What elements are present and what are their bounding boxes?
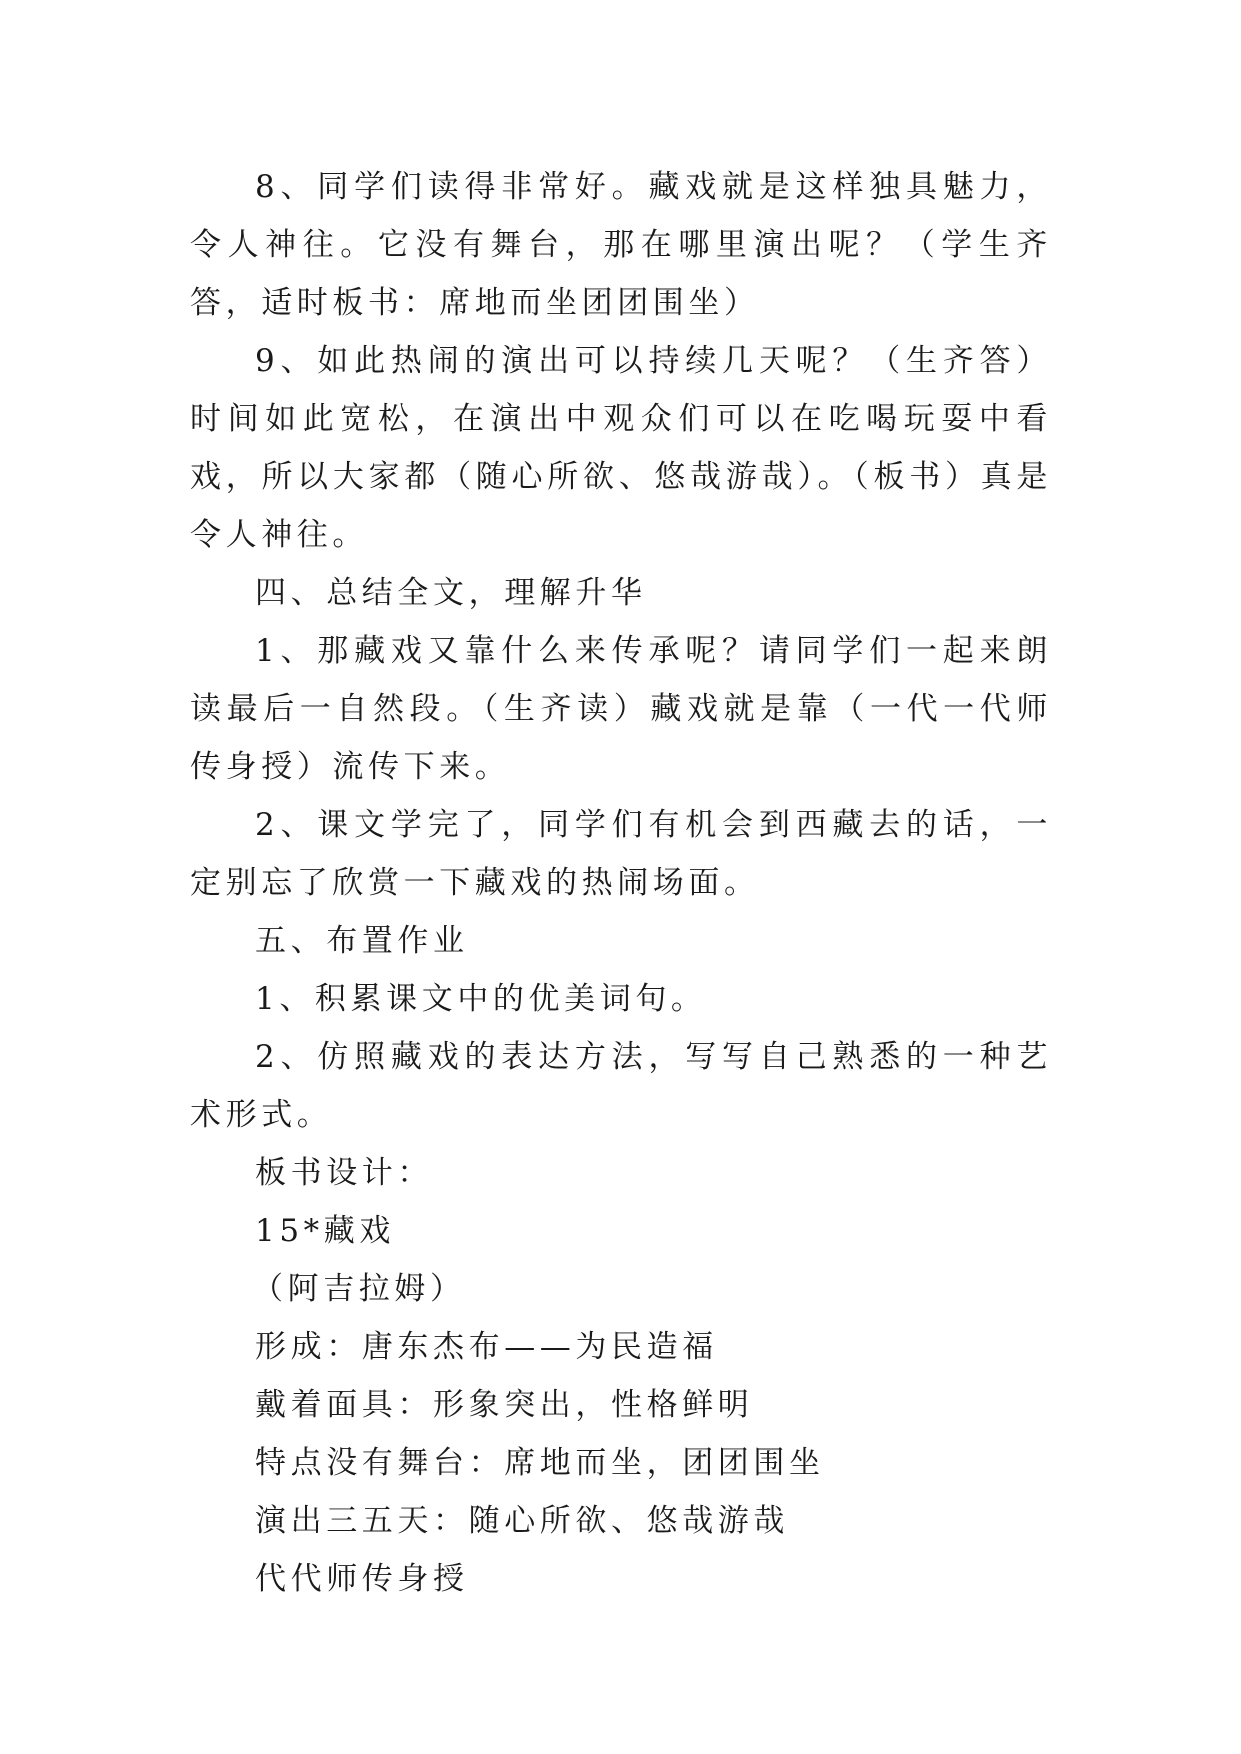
- homework-item-2: 2、仿照藏戏的表达方法，写写自己熟悉的一种艺术形式。: [190, 1039, 1052, 1133]
- board-line-inheritance: 代代师传身授: [255, 1561, 469, 1597]
- paragraph-step-9: 9、如此热闹的演出可以持续几天呢？（生齐答）时间如此宽松，在演出中观众们可以在吃喝玩耍中看戏，所以大家都（随心所欲、悠哉游哉）。（板书）真是令人神往。: [190, 343, 1052, 553]
- paragraph-summary-2: 2、课文学完了，同学们有机会到西藏去的话，一定别忘了欣赏一下藏戏的热闹场面。: [190, 807, 1052, 901]
- homework-item-1: 1、积累课文中的优美词句。: [255, 981, 707, 1017]
- document-page: [190, 158, 1052, 1608]
- board-line-formation: 形成：唐东杰布——为民造福: [255, 1329, 718, 1365]
- section-heading-summary: 四、总结全文，理解升华: [255, 575, 647, 611]
- board-line-features: 特点没有舞台：席地而坐，团团围坐: [255, 1445, 825, 1481]
- paragraph-step-8: 8、同学们读得非常好。藏戏就是这样独具魅力，令人神往。它没有舞台，那在哪里演出呢？（学生齐答，适时板书：席地而坐团团围坐）: [190, 169, 1052, 321]
- board-title: 15*藏戏: [255, 1213, 395, 1249]
- board-line-duration: 演出三五天：随心所欲、悠哉游哉: [255, 1503, 789, 1539]
- board-author: （阿吉拉姆）: [252, 1271, 466, 1307]
- board-design-heading: 板书设计：: [255, 1155, 433, 1191]
- board-line-mask: 戴着面具：形象突出，性格鲜明: [255, 1387, 754, 1423]
- paragraph-summary-1: 1、那藏戏又靠什么来传承呢？请同学们一起来朗读最后一自然段。（生齐读）藏戏就是靠（一代一代师传身授）流传下来。: [190, 633, 1052, 785]
- section-heading-homework: 五、布置作业: [255, 923, 469, 959]
